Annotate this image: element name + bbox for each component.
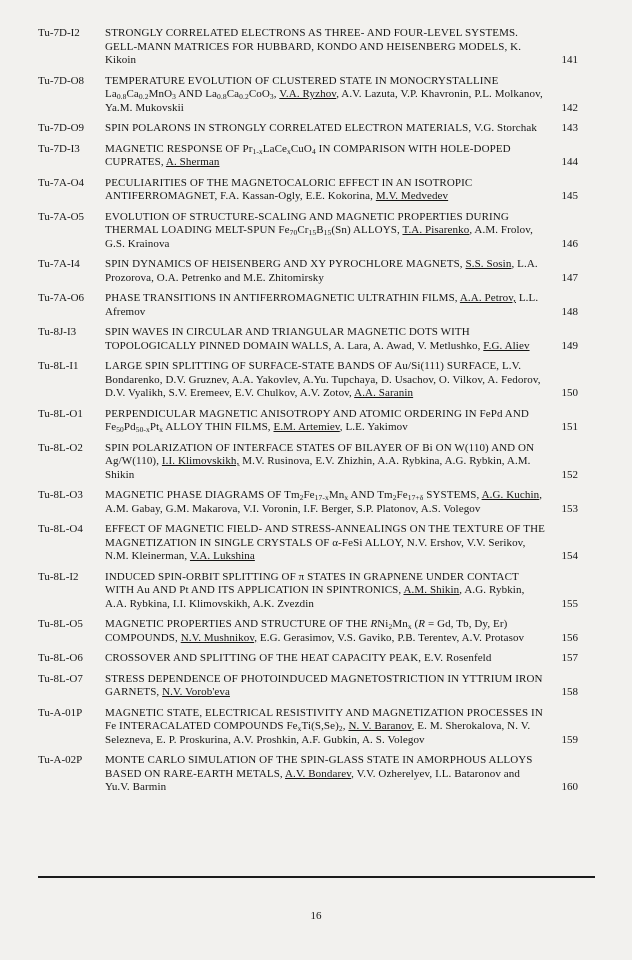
toc-entry (38, 754, 578, 795)
session-code: Tu-7A-O5 (38, 210, 85, 223)
entry-title-authors: MONTE CARLO SIMULATION OF THE SPIN-GLASS STATE IN AMORPHOUS ALLOYS BASED ON RARE-EARTH METALS, A.V. Bondarev, V.V. Ozherelyev, I.L. Bataronov and Yu.V. Barmin (105, 754, 533, 793)
toc-entry (38, 211, 578, 252)
toc-entry (38, 618, 578, 645)
entry-page-number: 156 (561, 631, 578, 644)
session-code: Tu-7D-O9 (38, 122, 85, 134)
session-code: Tu-8L-O5 (38, 618, 83, 630)
entry-page-number: 150 (561, 387, 578, 399)
entry-title-authors: SPIN WAVES IN CIRCULAR AND TRIANGULAR MAGNETIC DOTS WITH TOPOLOGICALLY PINNED DOMAIN WALLS, A. Lara, A. Awad, V. Metlushko, F.G. Aliev (105, 326, 530, 352)
session-code: Tu-A-02P (38, 754, 83, 766)
toc-entry (38, 75, 578, 116)
session-code: Tu-A-01P (38, 706, 83, 719)
toc-entry (38, 707, 578, 748)
entry-title-authors: CROSSOVER AND SPLITTING OF THE HEAT CAPACITY PEAK, E.V. Rosenfeld (105, 652, 492, 664)
toc-entry (38, 143, 578, 170)
toc-entry (38, 360, 578, 401)
session-code: Tu-7D-I3 (38, 142, 80, 155)
toc-entry (38, 122, 578, 136)
toc-entry (38, 571, 578, 612)
entry-page-number: 143 (561, 122, 578, 134)
session-code: Tu-8L-O6 (38, 652, 83, 664)
toc-entry (38, 673, 578, 700)
entry-page-number: 144 (561, 156, 578, 168)
entry-page-number: 154 (561, 550, 578, 562)
toc-entry (38, 652, 578, 666)
entry-page-number: 157 (561, 652, 578, 664)
session-code: Tu-7D-I2 (38, 27, 80, 39)
entry-page-number: 158 (561, 686, 578, 698)
session-code: Tu-8L-O2 (38, 441, 83, 454)
entry-title-authors: EVOLUTION OF STRUCTURE-SCALING AND MAGNETIC PROPERTIES DURING THERMAL LOADING MELT-SPUN $Fe_{70}Cr_{15}B_{15}(Sn)$ ALLOYS, T.A. Pisarenko, A.M. Frolov, G.S. Krainova (105, 210, 533, 250)
entry-page-number: 141 (561, 54, 578, 66)
entry-title-authors: SPIN POLARONS IN STRONGLY CORRELATED ELECTRON MATERIALS, V.G. Storchak (105, 122, 537, 134)
session-code: Tu-7A-O4 (38, 176, 85, 189)
entry-title-authors: PERPENDICULAR MAGNETIC ANISOTROPY AND ATOMIC ORDERING IN FePd AND $Fe_{50}Pd_{50-x}Pt_x$ ALLOY THIN FILMS, E.M. Artemiev, L.E. Yakimov (105, 407, 529, 434)
toc-entry (38, 292, 578, 319)
entry-page-number: 147 (561, 271, 578, 284)
entry-title-authors: PECULIARITIES OF THE MAGNETOCALORIC EFFECT IN AN ISOTROPIC ANTIFERROMAGNET, F.A. Kassan-Ogly, E.E. Kokorina, M.V. Medvedev (105, 176, 473, 202)
session-code: Tu-8L-I2 (38, 570, 79, 583)
entry-title-authors: SPIN POLARIZATION OF INTERFACE STATES OF BILAYER OF Bi ON W(110) AND ON Ag/W(110), I.I. Klimovskikh, M.V. Rusinova, E.V. Zhizhin, A.A. Rybkina, A.G. Rybkin, A.M. Shikin (105, 441, 535, 481)
toc-entry (38, 27, 578, 68)
session-code: Tu-8J-I3 (38, 326, 77, 338)
entry-page-number: 145 (561, 190, 578, 202)
session-code: Tu-8L-O4 (38, 523, 83, 535)
entry-page-number: 142 (561, 101, 578, 114)
entry-page-number: 151 (561, 421, 578, 433)
toc-entry (38, 326, 578, 353)
entry-title-authors: MAGNETIC PROPERTIES AND STRUCTURE OF THE $RNi_2Mn_x$ (R = Gd, Tb, Dy, Er) COMPOUNDS, N.V. Mushnikov, E.G. Gerasimov, V.S. Gaviko, P.B. Terentev, A.V. Protasov (105, 618, 525, 644)
entry-title-authors: SPIN DYNAMICS OF HEISENBERG AND XY PYROCHLORE MAGNETS, S.S. Sosin, L.A. Prozorova, O.A. Petrenko and M.E. Zhitomirsky (105, 258, 538, 284)
toc-entry (38, 489, 578, 516)
entry-title-authors: TEMPERATURE EVOLUTION OF CLUSTERED STATE IN MONOCRYSTALLINE $La_{0.8}Ca_{0.2}MnO_3$ AND $La_{0.8}Ca_{0.2}CoO_3$, V.A. Ryzhov, A.V. Lazuta, V.P. Khavronin, P.L. Molkanov, Ya.M. Mukovskii (105, 74, 543, 114)
toc-list (38, 27, 578, 802)
entry-page-number: 160 (561, 781, 578, 793)
entry-title-authors: STRESS DEPENDENCE OF PHOTOINDUCED MAGNETOSTRICTION IN YTTRIUM IRON GARNETS, N.V. Vorob'eva (105, 672, 543, 698)
entry-title-authors: LARGE SPIN SPLITTING OF SURFACE-STATE BANDS OF Au/Si(111) SURFACE, L.V. Bondarenko, D.V. Gruznev, A.A. Yakovlev, A.Yu. Tupchaya, D. Usachov, O. Vilkov, A. Fedorov, D.V. Vyalikh, S.V. Eremeev, E.V. Chulkov, A.V. Zotov, A.A. Saranin (105, 360, 541, 399)
toc-entry (38, 258, 578, 285)
session-code: Tu-8L-O1 (38, 407, 83, 420)
entry-page-number: 152 (561, 468, 578, 481)
session-code: Tu-7D-O8 (38, 74, 85, 87)
entry-title-authors: INDUCED SPIN-ORBIT SPLITTING OF π STATES IN GRAPNENE UNDER CONTACT WITH Au AND Pt AND ITS APPLICATION IN SPINTRONICS, A.M. Shikin, A.G. Rybkin, A.A. Rybkina, I.I. Klimovskikh, A.K. Zvezdin (105, 570, 525, 610)
footer-divider (38, 876, 595, 878)
session-code: Tu-8L-I1 (38, 360, 79, 372)
session-code: Tu-8L-O7 (38, 672, 83, 685)
session-code: Tu-8L-O3 (38, 489, 83, 501)
entry-page-number: 159 (561, 733, 578, 746)
entry-page-number: 146 (561, 237, 578, 250)
entry-title-authors: MAGNETIC PHASE DIAGRAMS OF $Tm_2Fe_{17-x}Mn_x$ AND $Tm_2Fe_{17+\delta}$ SYSTEMS, A.G. Kuchin, A.M. Gabay, G.M. Makarova, V.I. Voronin, I.F. Berger, S.P. Platonov, A.S. Volegov (105, 489, 543, 515)
entry-title-authors: EFFECT OF MAGNETIC FIELD- AND STRESS-ANNEALINGS ON THE TEXTURE OF THE MAGNETIZATION IN SINGLE CRYSTALS OF α-FeSi ALLOY, N.V. Ershov, V.V. Serikov, N.M. Kleinerman, V.A. Lukshina (105, 523, 545, 562)
entry-title-authors: MAGNETIC STATE, ELECTRICAL RESISTIVITY AND MAGNETIZATION PROCESSES IN Fe INTERACALATED COMPOUNDS $Fe_xTi(S,Se)_2$, N. V. Baranov, E. M. Sherokalova, N. V. Selezneva, E. P. Proskurina, A.V. Proshkin, A.F. Gubkin, A. S. Volegov (105, 706, 543, 746)
session-code: Tu-7A-O6 (38, 292, 85, 304)
entry-title-authors: STRONGLY CORRELATED ELECTRONS AS THREE- AND FOUR-LEVEL SYSTEMS. GELL-MANN MATRICES FOR HUBBARD, KONDO AND HEISENBERG MODELS, K. Kikoin (105, 27, 522, 66)
session-code: Tu-7A-I4 (38, 258, 80, 270)
toc-entry (38, 523, 578, 564)
entry-page-number: 153 (561, 502, 578, 515)
entry-page-number: 155 (561, 597, 578, 610)
page-number: 16 (310, 910, 322, 922)
toc-entry (38, 442, 578, 483)
entry-page-number: 149 (561, 339, 578, 352)
entry-title-authors: PHASE TRANSITIONS IN ANTIFERROMAGNETIC ULTRATHIN FILMS, A.A. Petrov, L.L. Afremov (105, 292, 539, 318)
entry-page-number: 148 (561, 305, 578, 318)
entry-title-authors: MAGNETIC RESPONSE OF $Pr_{1-x}LaCe_xCuO_4$ IN COMPARISON WITH HOLE-DOPED CUPRATES, A. Sherman (105, 142, 511, 168)
toc-entry (38, 408, 578, 435)
toc-entry (38, 177, 578, 204)
